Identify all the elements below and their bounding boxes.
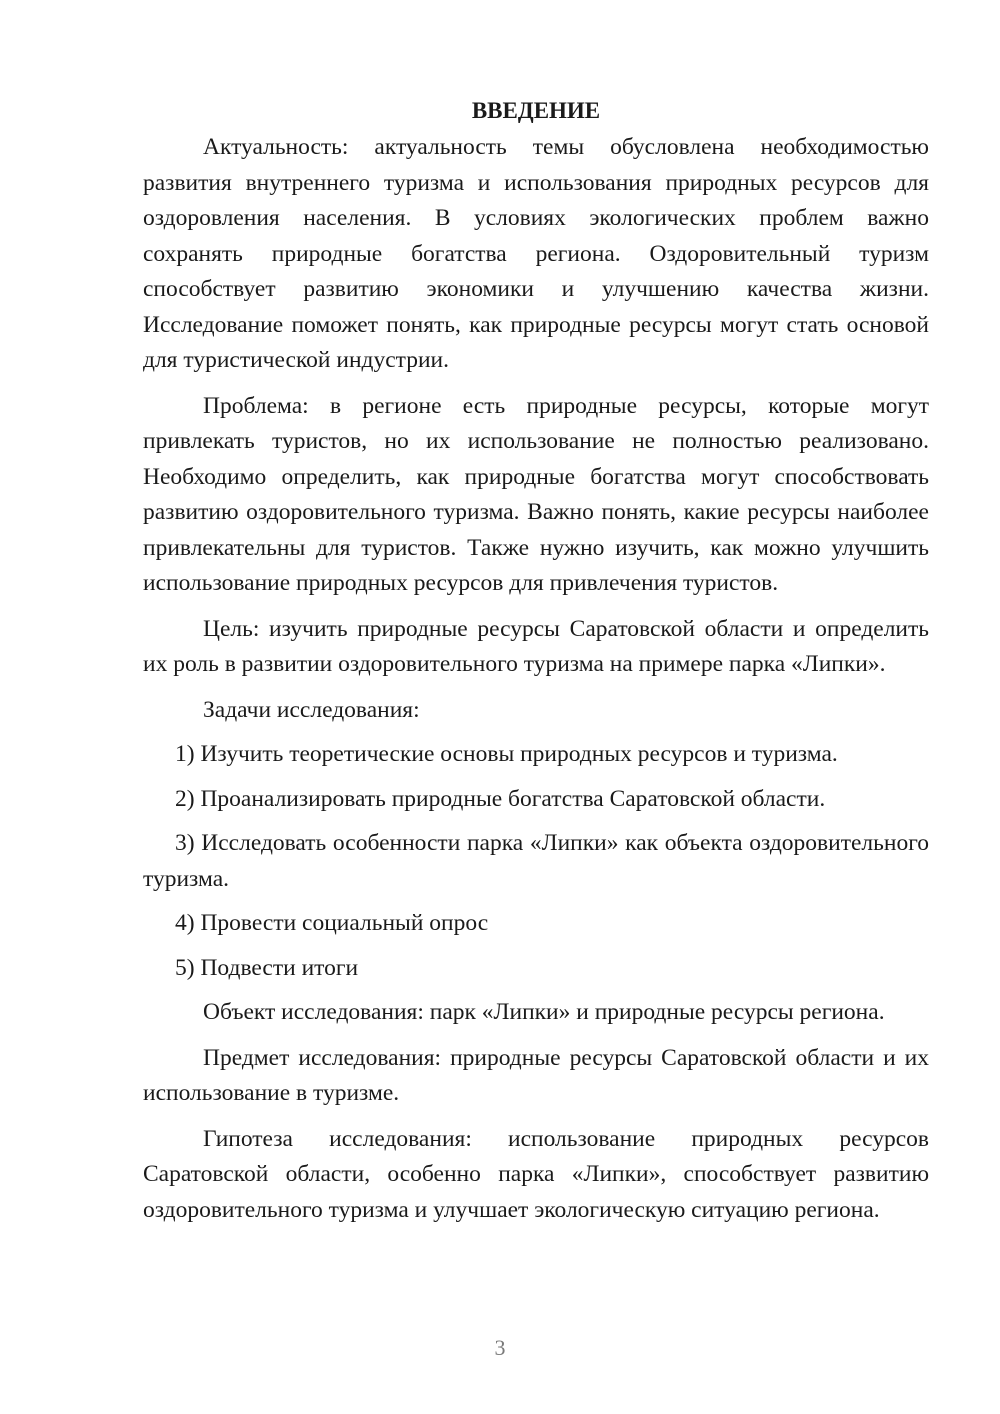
relevance-paragraph: Актуальность: актуальность темы обусловлена необходимостью развития внутреннего туризма и использования природных ресурсов для оздоровления населения. В условиях экологических проблем важно сохранять природные богатства региона. Оздоровительный туризм способствует развитию экономики и улучшению качества жизни. Исследование поможет понять, как природные ресурсы могут стать основой для туристической индустрии. xyxy=(143,134,929,373)
task-item-4: 4) Провести социальный опрос xyxy=(175,910,489,936)
hypothesis-paragraph: Гипотеза исследования: использование природных ресурсов Саратовской области, особенно парка «Липки», способствует развитию оздоровительного туризма и улучшает экологическую ситуацию региона. xyxy=(143,1125,929,1223)
task-item-1: 1) Изучить теоретические основы природных ресурсов и туризма. xyxy=(175,741,838,767)
goal-paragraph: Цель: изучить природные ресурсы Саратовской области и определить их роль в развитии оздоровительного туризма на примере парка «Липки». xyxy=(143,615,929,677)
problem-paragraph: Проблема: в регионе есть природные ресурсы, которые могут привлекать туристов, но их использование не полностью реализовано. Необходимо определить, как природные богатства могут способствовать развитию оздоровительного туризма. Важно понять, какие ресурсы наиболее привлекательны для туристов. Также нужно изучить, как можно улучшить использование природных ресурсов для привлечения туристов. xyxy=(143,392,929,596)
page-number: 3 xyxy=(494,1335,506,1360)
task-item-3: 3) Исследовать особенности парка «Липки» как объекта оздоровительного туризма. xyxy=(143,830,929,892)
document-body xyxy=(143,96,929,1228)
subject-paragraph: Предмет исследования: природные ресурсы Саратовской области и их использование в туризме. xyxy=(143,1044,929,1106)
page-title: ВВЕДЕНИЕ xyxy=(471,98,601,123)
task-item-5: 5) Подвести итоги xyxy=(175,954,359,981)
task-item-2: 2) Проанализировать природные богатства Саратовской области. xyxy=(175,785,826,812)
tasks-heading: Задачи исследования: xyxy=(203,696,420,723)
object-paragraph: Объект исследования: парк «Липки» и природные ресурсы региона. xyxy=(203,999,885,1025)
